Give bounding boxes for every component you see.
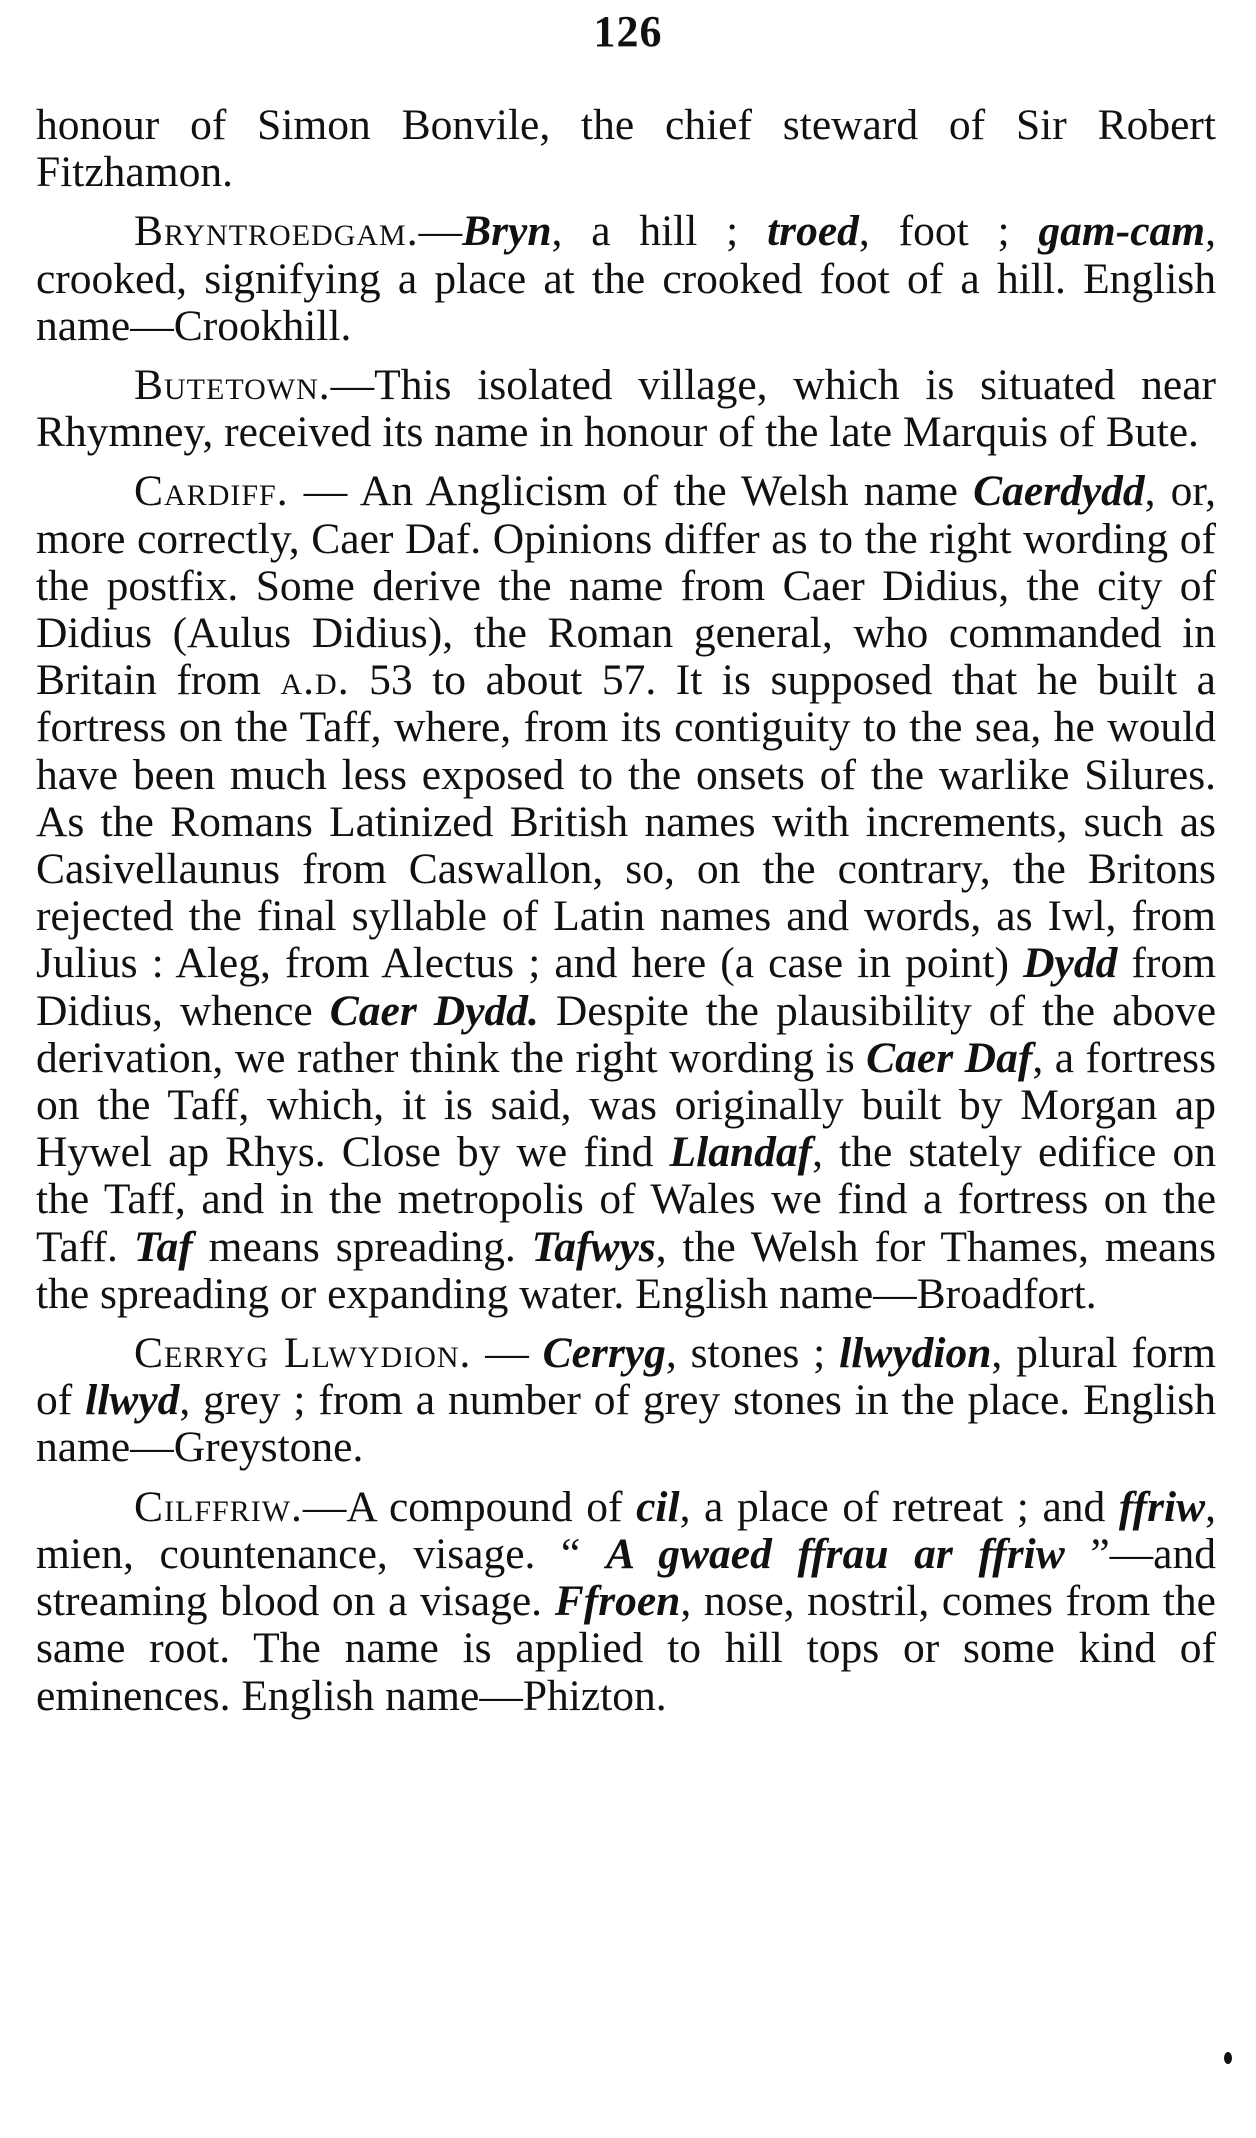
text-run: honour of Simon Bonvile, the chief steward of Sir Robert Fitzhamon. xyxy=(36,101,1216,197)
text-run: — xyxy=(418,207,463,256)
text-run: , or, more correctly, Caer Daf. Opinions differ as to the right wording of the postfix. Some derive the name from Caer Didius, the city of Didius (Aulus Didius), the Roman general, who commanded in Britain from xyxy=(36,467,1217,705)
text-run: means spreading. xyxy=(192,1222,532,1271)
entry-heading: Cilffriw. xyxy=(134,1482,303,1531)
text-run: , nose, nostril, comes from the same root. The name is applied to hill tops or some kind of eminences. English name—Phizton. xyxy=(36,1577,1216,1720)
text-run: — xyxy=(471,1329,543,1378)
italic-term: ffriw xyxy=(1118,1482,1206,1531)
entry-heading: Bryntroedgam. xyxy=(134,207,419,256)
italic-term: Tafwys xyxy=(531,1222,656,1271)
italic-term: Bryn xyxy=(462,207,552,256)
italic-term: Caer Dydd. xyxy=(329,986,539,1035)
text-run: , grey ; from a number of grey stones in the place. English name—Greystone. xyxy=(36,1376,1216,1472)
text-run: , mien, countenance, visage. “ xyxy=(36,1482,1216,1578)
text-run: Despite the plausibility of the above derivation, we rather think the right wording is xyxy=(36,986,1216,1082)
italic-term: llwydion xyxy=(839,1329,992,1378)
page-number: 126 xyxy=(593,7,663,56)
italic-term: cil xyxy=(636,1482,680,1531)
paragraph xyxy=(36,362,1216,456)
text-run: , a fortress on the Taff, which, it is said, was originally built by Morgan ap Hywel ap Rhys. Close by we find xyxy=(36,1033,1217,1177)
entry-heading: Butetown. xyxy=(134,361,331,410)
italic-term: Ffroen xyxy=(554,1577,681,1626)
page-text xyxy=(36,102,1216,1732)
entry-heading: Cerryg Llwydion. xyxy=(134,1329,472,1378)
text-run: , stones ; xyxy=(665,1329,840,1378)
text-run: , a hill ; xyxy=(551,207,768,256)
text-run: , crooked, signifying a place at the crooked foot of a hill. English name—Crookhill. xyxy=(36,207,1216,350)
paragraph xyxy=(36,102,1216,196)
entry-heading: Cardiff. xyxy=(134,467,289,516)
ink-dot xyxy=(1224,2052,1232,2064)
paragraph xyxy=(36,468,1216,1318)
paragraph xyxy=(36,208,1216,350)
entry-heading: a.d. xyxy=(280,656,350,705)
text-run: —This isolated village, which is situated near Rhymney, received its name in honour of the late Marquis of Bute. xyxy=(36,361,1216,457)
text-run: ”—and streaming blood on a visage. xyxy=(36,1529,1216,1626)
italic-term: troed xyxy=(767,207,859,256)
italic-term: Cerryg xyxy=(542,1329,666,1378)
text-run: 53 to about 57. It is supposed that he built a fortress on the Taff, where, from its contiguity to the sea, he would have been much less exposed to the onsets of the warlike Silures. As the Romans Latinized British names with increments, such as Casivellaunus from Caswallon, so, on the contrary, the Britons rejected the final syllable of Latin names and words, as Iwl, from Julius : Aleg, from Alectus ; and here (a case in point) xyxy=(36,656,1216,988)
text-run: , a place of retreat ; and xyxy=(679,1482,1119,1531)
paragraph xyxy=(36,1330,1216,1472)
text-run: from Didius, whence xyxy=(36,939,1216,1035)
italic-term: Llandaf xyxy=(669,1128,813,1177)
text-run: , plural form of xyxy=(36,1329,1217,1425)
italic-term: llwyd xyxy=(85,1376,180,1425)
italic-term: gam-cam xyxy=(1038,207,1206,256)
text-run: , the Welsh for Thames, means the spreading or expanding water. English name—Broadfort. xyxy=(36,1222,1216,1318)
italic-term: Dydd xyxy=(1023,939,1118,988)
text-run: , foot ; xyxy=(858,207,1039,256)
italic-term: Caer Daf xyxy=(866,1033,1033,1082)
italic-term: A gwaed ffrau ar ffriw xyxy=(606,1529,1065,1578)
italic-term: Taf xyxy=(133,1222,193,1271)
text-run: — An Anglicism of the Welsh name xyxy=(288,467,974,516)
italic-term: Caerdydd xyxy=(973,467,1145,516)
paragraph xyxy=(36,1484,1216,1720)
text-run: , the stately edifice on the Taff, and in the metropolis of Wales we find a fortress on the Taff. xyxy=(36,1128,1216,1271)
text-run: —A compound of xyxy=(302,1482,637,1531)
